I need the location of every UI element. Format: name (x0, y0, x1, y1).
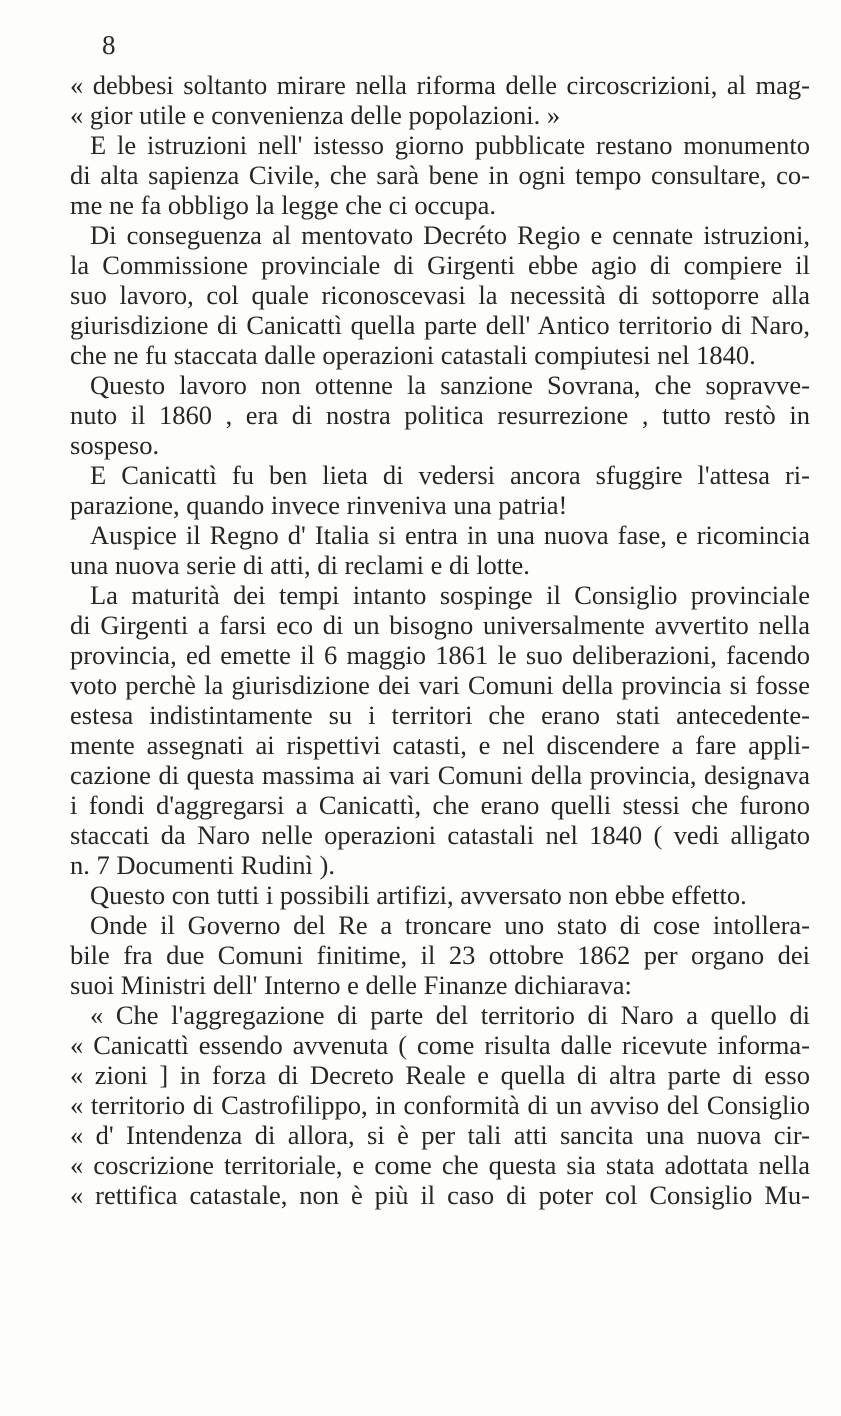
text-line: Questo lavoro non ottenne la sanzione Sovrana, che sopravve- (90, 370, 810, 400)
text-line: « gior utile e convenienza delle popolazioni. » (70, 100, 561, 130)
text-line: estesa indistintamente su i territori che erano stati antecedente- (70, 700, 810, 730)
text-line: una nuova serie di atti, di reclami e di lotte. (70, 550, 530, 580)
text-line: di alta sapienza Civile, che sarà bene in ogni tempo consultare, co- (70, 160, 810, 190)
text-line: « territorio di Castrofilippo, in conformità di un avviso del Consiglio (70, 1090, 810, 1120)
text-line: me ne fa obbligo la legge che ci occupa. (70, 190, 497, 220)
text-line: che ne fu staccata dalle operazioni catastali compiutesi nel 1840. (70, 340, 756, 370)
text-line: « debbesi soltanto mirare nella riforma delle circoscrizioni, al mag- (70, 70, 810, 100)
text-line: La maturità dei tempi intanto sospinge il Consiglio provinciale (90, 580, 810, 610)
text-line: i fondi d'aggregarsi a Canicattì, che erano quelli stessi che furono (70, 790, 810, 820)
text-line: sospeso. (70, 430, 160, 460)
text-line: nuto il 1860 , era di nostra politica resurrezione , tutto restò in (70, 400, 810, 430)
text-line: la Commissione provinciale di Girgenti ebbe agio di compiere il (70, 250, 810, 280)
body-text (70, 70, 810, 1210)
text-line: voto perchè la giurisdizione dei vari Comuni della provincia si fosse (70, 670, 810, 700)
text-line: Auspice il Regno d' Italia si entra in una nuova fase, e ricomincia (90, 520, 810, 550)
text-line: E le istruzioni nell' istesso giorno pubblicate restano monumento (90, 130, 810, 160)
text-line: « coscrizione territoriale, e come che questa sia stata adottata nella (70, 1150, 810, 1180)
text-line: suo lavoro, col quale riconoscevasi la necessità di sottoporre alla (70, 280, 810, 310)
text-line: « rettifica catastale, non è più il caso di poter col Consiglio Mu- (70, 1180, 810, 1210)
text-line: Di conseguenza al mentovato Decréto Regio e cennate istruzioni, (90, 220, 810, 250)
text-line: staccati da Naro nelle operazioni catastali nel 1840 ( vedi alligato (70, 820, 810, 850)
text-line: n. 7 Documenti Rudinì ). (70, 850, 335, 880)
text-line: Questo con tutti i possibili artifizi, avversato non ebbe effetto. (90, 880, 747, 910)
text-line: provincia, ed emette il 6 maggio 1861 le suo deliberazioni, facendo (70, 640, 810, 670)
text-line: cazione di questa massima ai vari Comuni della provincia, designava (70, 760, 810, 790)
text-line: giurisdizione di Canicattì quella parte dell' Antico territorio di Naro, (70, 310, 810, 340)
text-line: « Canicattì essendo avvenuta ( come risulta dalle ricevute informa- (70, 1030, 810, 1060)
text-line: mente assegnati ai rispettivi catasti, e nel discendere a fare appli- (70, 730, 810, 760)
page-number: 8 (102, 30, 116, 60)
text-line: suoi Ministri dell' Interno e delle Finanze dichiarava: (70, 970, 632, 1000)
text-line: bile fra due Comuni finitime, il 23 ottobre 1862 per organo dei (70, 940, 810, 970)
text-line: Onde il Governo del Re a troncare uno stato di cose intollera- (90, 910, 810, 940)
text-line: di Girgenti a farsi eco di un bisogno universalmente avvertito nella (70, 610, 810, 640)
text-line: « zioni ] in forza di Decreto Reale e quella di altra parte di esso (70, 1060, 810, 1090)
text-line: « d' Intendenza di allora, si è per tali atti sancita una nuova cir- (70, 1120, 810, 1150)
text-line: « Che l'aggregazione di parte del territorio di Naro a quello di (90, 1000, 810, 1030)
text-line: parazione, quando invece rinveniva una patria! (70, 490, 568, 520)
text-line: E Canicattì fu ben lieta di vedersi ancora sfuggire l'attesa ri- (90, 460, 810, 490)
